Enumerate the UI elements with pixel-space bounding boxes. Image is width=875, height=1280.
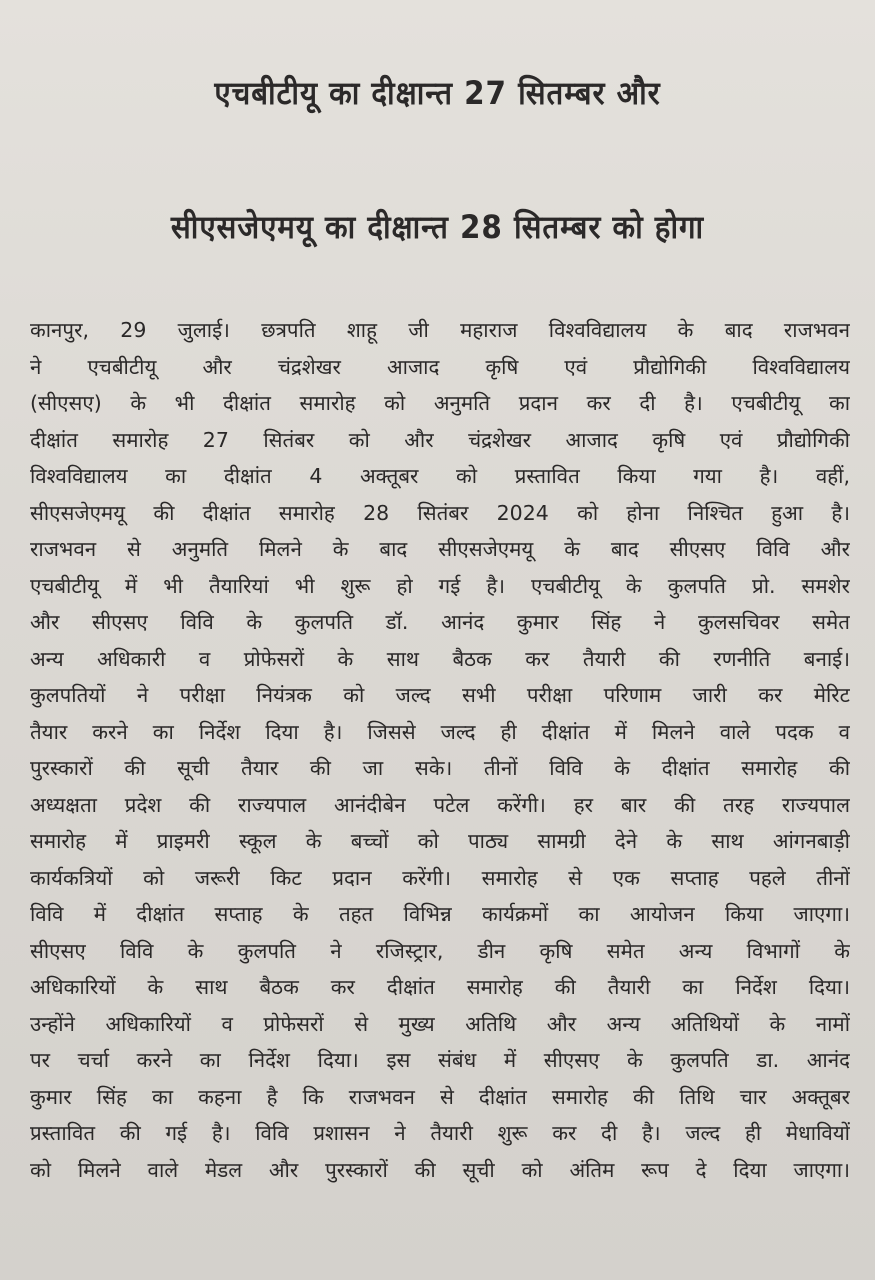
article-line: और सीएसए विवि के कुलपति डॉ. आनंद कुमार सिंह ने कुलसचिवर समेत <box>30 610 850 634</box>
article-line: अध्यक्षता प्रदेश की राज्यपाल आनंदीबेन पटेल करेंगी। हर बार की तरह राज्यपाल <box>30 792 850 817</box>
article-line: प्रस्तावित की गई है। विवि प्रशासन ने तैयारी शुरू कर दी है। जल्द ही मेधावियों <box>30 1121 850 1145</box>
article-line: को मिलने वाले मेडल और पुरस्कारों की सूची को अंतिम रूप दे दिया जाएगा। <box>30 1157 850 1182</box>
article-line: सीएसए विवि के कुलपति ने रजिस्ट्रार, डीन कृषि समेत अन्य विभागों के <box>30 938 850 963</box>
article-line: अधिकारियों के साथ बैठक कर दीक्षांत समारोह की तैयारी का निर्देश दिया। <box>30 975 850 999</box>
headline-line-2: सीएसजेएमयू का दीक्षान्त 28 सितम्बर को होगा <box>170 208 705 246</box>
article-line: समारोह में प्राइमरी स्कूल के बच्चों को पाठ्य सामग्री देने के साथ आंगनबाड़ी <box>30 829 850 853</box>
article-line: विवि में दीक्षांत सप्ताह के तहत विभिन्न कार्यक्रमों का आयोजन किया जाएगा। <box>30 902 850 926</box>
article-line: राजभवन से अनुमति मिलने के बाद सीएसजेएमयू के बाद सीएसए विवि और <box>30 537 850 561</box>
article-line: दीक्षांत समारोह 27 सितंबर को और चंद्रशेखर आजाद कृषि एवं प्रौद्योगिकी <box>30 427 850 452</box>
article-line: उन्होंने अधिकारियों व प्रोफेसरों से मुख्य अतिथि और अन्य अतिथियों के नामों <box>30 1011 850 1036</box>
article-line: कुलपतियों ने परीक्षा नियंत्रक को जल्द सभी परीक्षा परिणाम जारी कर मेरिट <box>30 683 850 707</box>
headline-line-1: एचबीटीयू का दीक्षान्त 27 सितम्बर और <box>214 74 661 112</box>
article-line: कार्यकत्रियों को जरूरी किट प्रदान करेंगी। समारोह से एक सप्ताह पहले तीनों <box>30 865 850 890</box>
article-line: अन्य अधिकारी व प्रोफेसरों के साथ बैठक कर तैयारी की रणनीति बनाई। <box>30 646 850 671</box>
article-line: पर चर्चा करने का निर्देश दिया। इस संबंध में सीएसए के कुलपति डा. आनंद <box>30 1048 850 1072</box>
article-line: विश्वविद्यालय का दीक्षांत 4 अक्तूबर को प्रस्तावित किया गया है। वहीं, <box>30 464 850 488</box>
article-line: सीएसजेएमयू की दीक्षांत समारोह 28 सितंबर 2024 को होना निश्चित हुआ है। <box>30 500 850 525</box>
article-body <box>30 312 850 1188</box>
article-line: कानपुर, 29 जुलाई। छत्रपति शाहू जी महाराज विश्वविद्यालय के बाद राजभवन <box>30 318 850 342</box>
article-line: पुरस्कारों की सूची तैयार की जा सके। तीनों विवि के दीक्षांत समारोह की <box>30 756 850 780</box>
article-line: ने एचबीटीयू और चंद्रशेखर आजाद कृषि एवं प्रौद्योगिकी विश्वविद्यालय <box>30 354 850 379</box>
article-line: एचबीटीयू में भी तैयारियां भी शुरू हो गई है। एचबीटीयू के कुलपति प्रो. समशेर <box>30 573 850 598</box>
article-line: (सीएसए) के भी दीक्षांत समारोह को अनुमति प्रदान कर दी है। एचबीटीयू का <box>30 391 850 415</box>
article-line: तैयार करने का निर्देश दिया है। जिससे जल्द ही दीक्षांत में मिलने वाले पदक व <box>30 719 850 744</box>
article-line: कुमार सिंह का कहना है कि राजभवन से दीक्षांत समारोह की तिथि चार अक्तूबर <box>30 1084 850 1109</box>
